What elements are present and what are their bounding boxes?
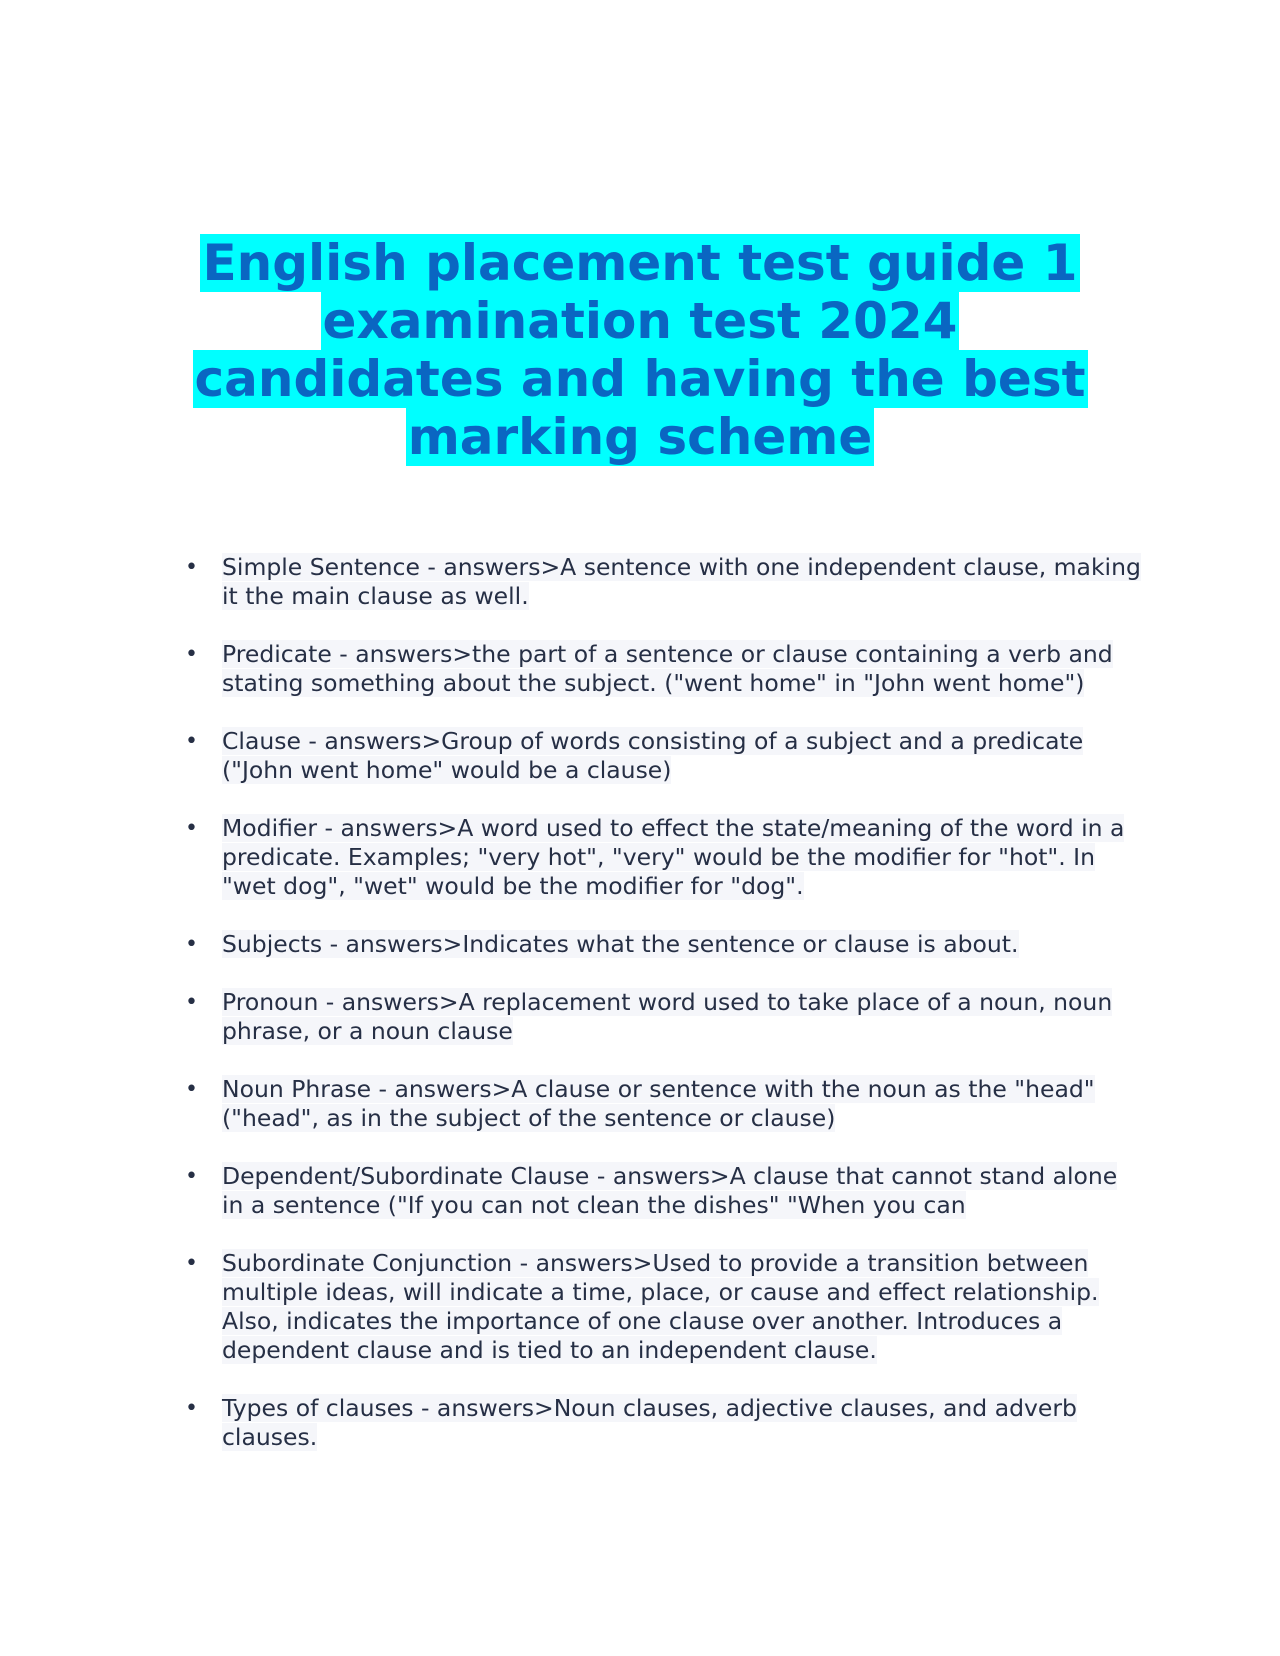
list-item-text: Dependent/Subordinate Clause - answers>A clause that cannot stand alone in a sentence ("If you can not clean the dishes" "When you can [222, 1162, 1118, 1219]
title-line: examination test 2024 [322, 292, 958, 350]
list-item-text: Simple Sentence - answers>A sentence with one independent clause, making it the main clause as well. [222, 553, 1141, 610]
list-item [185, 988, 1142, 1046]
title-line: candidates and having the best [194, 350, 1086, 408]
bullet-icon: • [185, 642, 198, 667]
list-item-text: Pronoun - answers>A replacement word used to take place of a noun, noun phrase, or a noun clause [222, 988, 1113, 1045]
list-item [185, 1162, 1142, 1220]
list-item [185, 1075, 1142, 1133]
list-item [185, 1394, 1142, 1452]
title-line: marking scheme [407, 408, 873, 466]
title-line: English placement test guide 1 [202, 234, 1078, 292]
bullet-icon: • [185, 816, 198, 841]
list-item [185, 814, 1142, 901]
bullet-icon: • [185, 990, 198, 1015]
list-item-text: Modifier - answers>A word used to effect the state/meaning of the word in a predicate. Examples; "very hot", "very" would be the modifier for "hot". In "wet dog", "wet" would be the modifier for "dog". [222, 814, 1125, 900]
bullet-icon: • [185, 1164, 198, 1189]
list-item-text: Clause - answers>Group of words consisting of a subject and a predicate ("John went home" would be a clause) [222, 727, 1084, 784]
bullet-icon: • [185, 1251, 198, 1276]
bullet-icon: • [185, 1077, 198, 1102]
list-item-text: Subjects - answers>Indicates what the sentence or clause is about. [222, 930, 1019, 958]
list-item-text: Noun Phrase - answers>A clause or sentence with the noun as the "head" ("head", as in the subject of the sentence or clause) [222, 1075, 1095, 1132]
list-item [185, 640, 1142, 698]
list-item-text: Subordinate Conjunction - answers>Used to provide a transition between multiple ideas, will indicate a time, place, or cause and effect relationship. Also, indicates the importance of one clause over another. Introduces a dependent clause and is tied to an independent clause. [222, 1249, 1099, 1364]
bullet-icon: • [185, 729, 198, 754]
list-item [185, 553, 1142, 611]
bullet-icon: • [185, 932, 198, 957]
list-item [185, 930, 1142, 959]
list-item [185, 1249, 1142, 1365]
bullet-icon: • [185, 555, 198, 580]
bullet-icon: • [185, 1396, 198, 1421]
list-item-text: Types of clauses - answers>Noun clauses, adjective clauses, and adverb clauses. [222, 1394, 1077, 1451]
definition-list [185, 553, 1142, 1481]
list-item-text: Predicate - answers>the part of a sentence or clause containing a verb and stating something about the subject. ("went home" in "John went home") [222, 640, 1113, 697]
document-title [180, 234, 1100, 466]
list-item [185, 727, 1142, 785]
